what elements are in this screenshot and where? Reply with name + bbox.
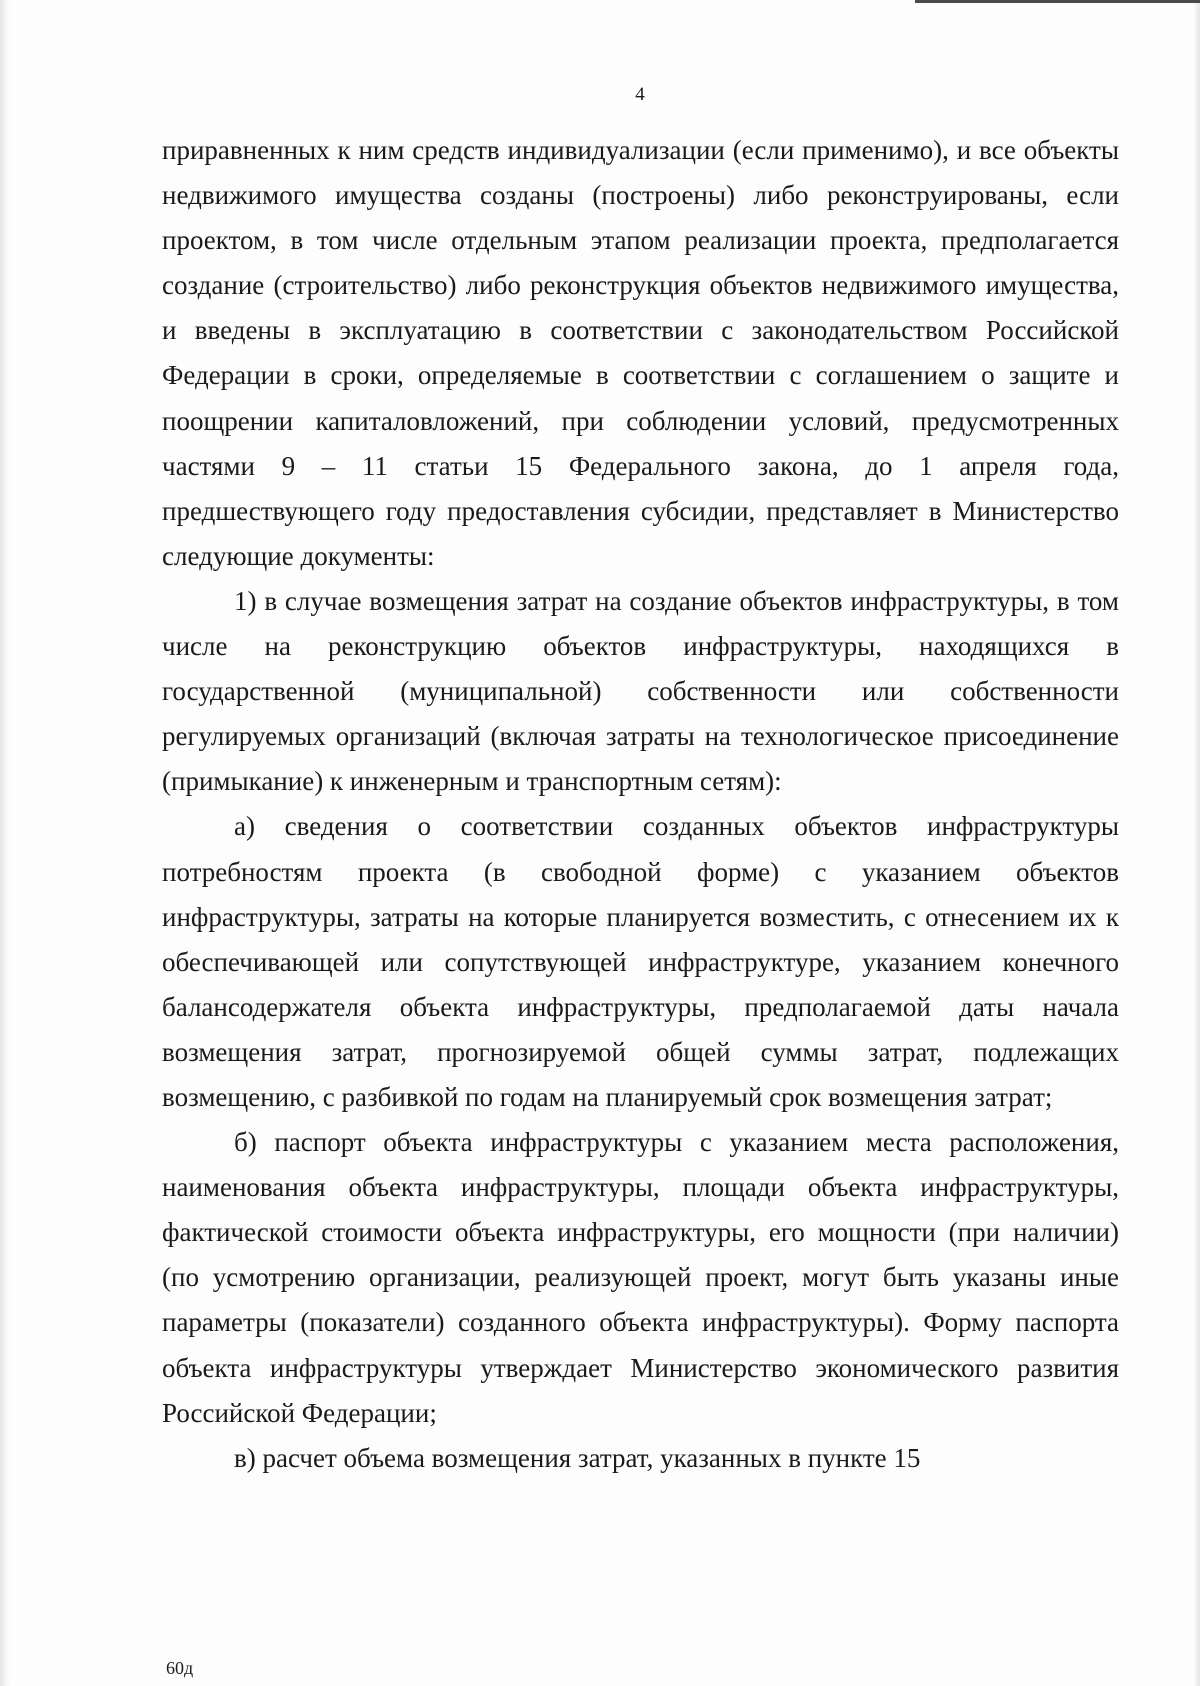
page-number: 4 [635, 84, 645, 105]
footer-code: 60д [166, 1658, 194, 1678]
document-body [162, 128, 1119, 1481]
paragraph-continuation: приравненных к ним средств индивидуализации (если применимо), и все объекты недвижимого имущества созданы (построены) либо реконструированы, если проектом, в том числе отдельным этапом реализации проекта, предполагается создание (строительство) либо реконструкция объектов недвижимого имущества, и введены в эксплуатацию в соответствии с законодательством Российской Федерации в сроки, определяемые в соответствии с соглашением о защите и поощрении капиталовложений, при соблюдении условий, предусмотренных частями 9 – 11 статьи 15 Федерального закона, до 1 апреля года, предшествующего году предоставления субсидии, представляет в Министерство следующие документы: [162, 135, 1119, 571]
paragraph-subitem-v: в) расчет объема возмещения затрат, указанных в пункте 15 [234, 1442, 921, 1473]
top-border-line [915, 0, 1200, 3]
paragraph-item-1: 1) в случае возмещения затрат на создание объектов инфраструктуры, в том числе на реконструкцию объектов инфраструктуры, находящихся в государственной (муниципальной) собственности или собственности регулируемых организаций (включая затраты на технологическое присоединение (примыкание) к инженерным и транспортным сетям): [162, 585, 1119, 797]
paragraph-subitem-a: а) сведения о соответствии созданных объектов инфраструктуры потребностям проекта (в свободной форме) с указанием объектов инфраструктуры, затраты на которые планируется возместить, с отнесением их к обеспечивающей или сопутствующей инфраструктуре, указанием конечного балансодержателя объекта инфраструктуры, предполагаемой даты начала возмещения затрат, прогнозируемой общей суммы затрат, подлежащих возмещению, с разбивкой по годам на планируемый срок возмещения затрат; [162, 811, 1119, 1112]
scan-edge-right [1194, 0, 1200, 1686]
paragraph-subitem-b: б) паспорт объекта инфраструктуры с указанием места расположения, наименования объекта инфраструктуры, площади объекта инфраструктуры, фактической стоимости объекта инфраструктуры, его мощности (при наличии) (по усмотрению организации, реализующей проект, могут быть указаны иные параметры (показатели) созданного объекта инфраструктуры). Форму паспорта объекта инфраструктуры утверждает Министерство экономического развития Российской Федерации; [162, 1127, 1119, 1428]
scan-edge-left [0, 0, 10, 1686]
